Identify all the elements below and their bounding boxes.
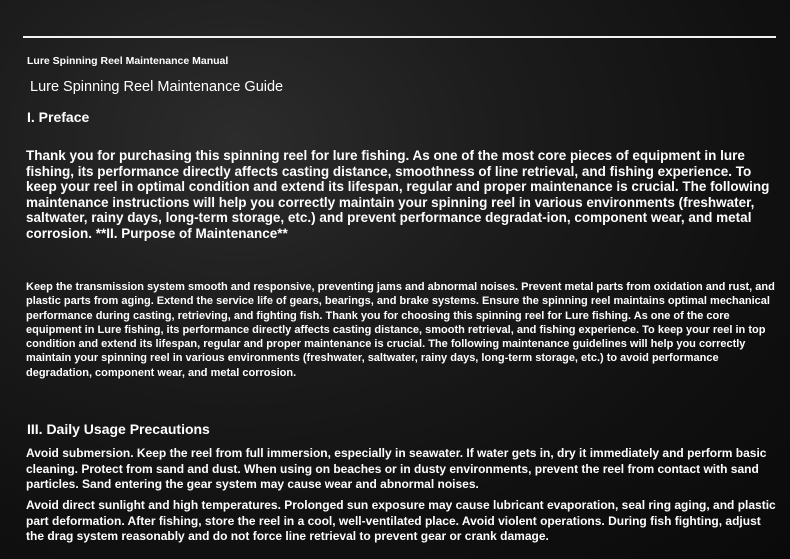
page-title: Lure Spinning Reel Maintenance Guide	[30, 79, 284, 95]
preface-paragraph: Thank you for purchasing this spinning reel for lure fishing. As one of the most core pieces of equipment in lure fishing, its performance directly affects casting distance, smoothness of line retrieval, and fishing experience. To keep your reel in optimal condition and extend its lifespan, regular and proper maintenance is crucial. The following maintenance instructions will help you correctly maintain your spinning reel in various environments (freshwater, saltwater, rainy days, long-term storage, etc.) and prevent performance degradat-ion, component wear, and metal corrosion. **II. Purpose of Maintenance**	[26, 148, 770, 241]
daily-usage-paragraph-1: Avoid submersion. Keep the reel from full immersion, especially in seawater. If water gets in, dry it immediately and perform basic cleaning. Protect from sand and dust. When using on beaches or in dusty environments, prevent the reel from contact with sand particles. Sand entering the gear system may cause wear and abnormal noises.	[26, 446, 767, 492]
preface-heading: I. Preface	[27, 109, 90, 125]
purpose-paragraph: Keep the transmission system smooth and responsive, preventing jams and abnormal noises. Prevent metal parts from oxidation and rust, and plastic parts from aging. Extend the service life of gears, bearings, and brake systems. Ensure the spinning reel maintains optimal mechanical performance during casting, retrieving, and fighting fish. Thank you for choosing this spinning reel for Lure fishing. As one of the core equipment in Lure fishing, its performance directly affects casting distance, smooth retrieval, and fishing experience. To keep your reel in top condition and extend its lifespan, regular and proper maintenance is crucial. The following maintenance guidelines will help you correctly maintain your spinning reel in various environments (freshwater, saltwater, rainy days, long-term storage, etc.) to avoid performance degradation, component wear, and metal corrosion.	[26, 281, 775, 379]
top-divider	[23, 36, 776, 38]
daily-usage-heading: III. Daily Usage Precautions	[27, 421, 210, 437]
daily-usage-paragraph-2: Avoid direct sunlight and high temperatures. Prolonged sun exposure may cause lubricant evaporation, seal ring aging, and plastic part deformation. After fishing, store the reel in a cool, well-ventilated place. Avoid violent operations. During fish fighting, adjust the drag system reasonably and do not force line retrieval to prevent gear or crank damage.	[26, 498, 776, 544]
manual-header: Lure Spinning Reel Maintenance Manual	[27, 55, 229, 67]
